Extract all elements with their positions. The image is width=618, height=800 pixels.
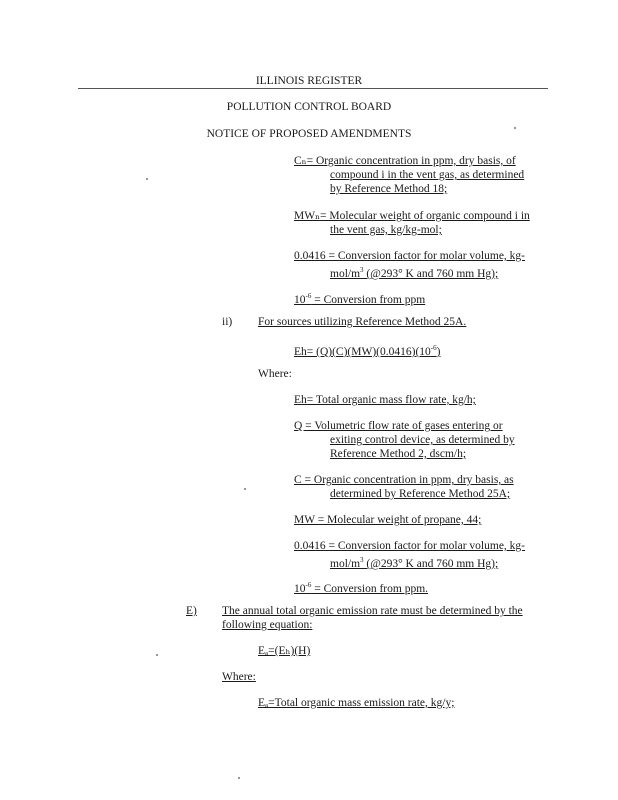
- q-definition-line1: Q = Volumetric flow rate of gases entering or: [294, 420, 503, 432]
- where-label-ii: Where:: [258, 368, 292, 380]
- scan-speck: [514, 127, 516, 129]
- ea-equation: Eₐ=(Eₕ)(H): [258, 645, 311, 657]
- conversion-factor-line1: 0.0416 = Conversion factor for molar volume, kg-: [294, 250, 526, 262]
- conversion-factor-ii-line1: 0.0416 = Conversion factor for molar volume, kg-: [294, 540, 526, 552]
- item-e-text-line1: The annual total organic emission rate must be determined by the: [222, 605, 523, 617]
- ci-definition-line3: by Reference Method 18;: [330, 183, 448, 195]
- header-rule: [78, 88, 548, 89]
- conversion-factor-line2: mol/$m^3$ (@293° K and 760 mm Hg);: [330, 266, 499, 280]
- item-e-text-line2: following equation:: [222, 619, 313, 631]
- scan-speck: [146, 178, 148, 180]
- mw-definition-line2: the vent gas, kg/kg-mol;: [330, 224, 442, 236]
- scan-speck: [244, 488, 246, 490]
- eh-definition: Eh= Total organic mass flow rate, kg/h;: [294, 394, 476, 406]
- ci-definition-line2: compound i in the vent gas, as determined: [330, 169, 525, 181]
- register-title: ILLINOIS REGISTER: [255, 75, 363, 87]
- sub-item-ii-text: For sources utilizing Reference Method 25A.: [258, 316, 467, 328]
- conversion-factor-ii-line2: mol/$m^3$ (@293° K and 760 mm Hg);: [330, 556, 499, 570]
- item-e-label: E): [186, 605, 197, 617]
- ci-definition-line1: Cₙ= Organic concentration in ppm, dry basis, of: [294, 155, 516, 167]
- c-definition-line1: C = Organic concentration in ppm, dry basis, as: [294, 474, 514, 486]
- q-definition-line3: Reference Method 2, dscm/h;: [330, 448, 467, 460]
- mw-definition-line1: MWₙ= Molecular weight of organic compound i in: [294, 210, 530, 222]
- ppm-conversion-ii: $10^{-6}$ = Conversion from ppm.: [294, 581, 429, 595]
- mw-propane-definition: MW = Molecular weight of propane, 44;: [294, 514, 482, 526]
- scan-speck: [238, 777, 240, 779]
- ea-definition: Eₐ=Total organic mass emission rate, kg/y;: [258, 697, 455, 709]
- notice-title: NOTICE OF PROPOSED AMENDMENTS: [206, 128, 412, 140]
- where-label-e: Where:: [222, 671, 256, 683]
- board-title: POLLUTION CONTROL BOARD: [226, 101, 392, 113]
- eh-equation: $Eh= (Q)(C)(MW)(0.0416)(10^{-6})$: [294, 344, 441, 358]
- q-definition-line2: exiting control device, as determined by: [330, 434, 515, 446]
- sub-item-ii-label: ii): [222, 316, 233, 328]
- c-definition-line2: determined by Reference Method 25A;: [330, 488, 511, 500]
- ppm-conversion: $10^{-6}$ = Conversion from ppm: [294, 292, 426, 306]
- scan-speck: [156, 654, 158, 656]
